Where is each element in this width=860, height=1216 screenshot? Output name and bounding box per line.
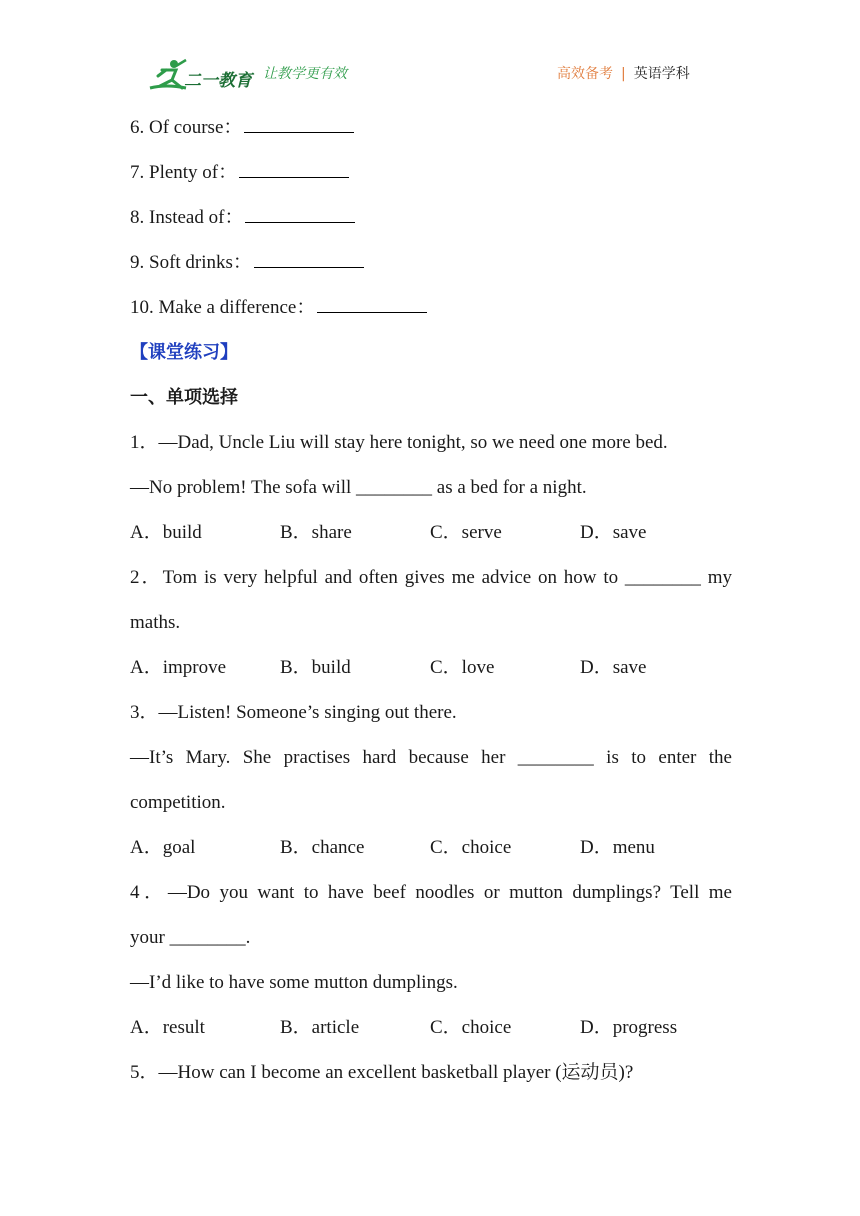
question-line: 2．Tom is very helpful and often gives me advice on how to ________ my bbox=[130, 567, 732, 588]
logo-text: 二一教育 bbox=[184, 71, 252, 91]
page-header bbox=[0, 0, 860, 110]
logo bbox=[146, 58, 256, 94]
question-line: —No problem! The sofa will ________ as a bed for a night. bbox=[130, 477, 587, 498]
option-a[interactable]: A．improve bbox=[130, 657, 227, 678]
option-b[interactable]: B．article bbox=[280, 1017, 360, 1038]
header-separator: | bbox=[621, 66, 626, 82]
header-right bbox=[557, 63, 690, 83]
option-d[interactable]: D．menu bbox=[580, 837, 655, 858]
question-line: your ________. bbox=[130, 927, 251, 948]
question-line: 1．—Dad, Uncle Liu will stay here tonight, so we need one more bed. bbox=[130, 432, 668, 453]
section-practice: 【课堂练习】 bbox=[130, 342, 238, 363]
vocab-item: 8. Instead of： bbox=[130, 206, 355, 230]
vocab-item: 10. Make a difference： bbox=[130, 296, 427, 320]
slogan: 让教学更有效 bbox=[263, 66, 347, 82]
answer-blank[interactable] bbox=[245, 206, 355, 223]
section-choice: 一、单项选择 bbox=[130, 387, 238, 408]
question-line: 5．—How can I become an excellent basketball player (运动员)? bbox=[130, 1062, 634, 1083]
option-b[interactable]: B．share bbox=[280, 522, 352, 543]
answer-blank[interactable] bbox=[317, 296, 427, 313]
option-c[interactable]: C．choice bbox=[430, 1017, 512, 1038]
exam-label: 高效备考 bbox=[557, 66, 613, 82]
question-line: 4．—Do you want to have beef noodles or mutton dumplings? Tell me bbox=[130, 882, 732, 903]
answer-blank[interactable] bbox=[254, 251, 364, 268]
question-line: —It’s Mary. She practises hard because her ________ is to enter the bbox=[130, 747, 732, 768]
option-c[interactable]: C．serve bbox=[430, 522, 502, 543]
vocab-item: 6. Of course： bbox=[130, 116, 354, 140]
subject-label: 英语学科 bbox=[633, 66, 690, 82]
option-a[interactable]: A．goal bbox=[130, 837, 196, 858]
option-a[interactable]: A．result bbox=[130, 1017, 205, 1038]
question-line: maths. bbox=[130, 612, 181, 633]
question-line: competition. bbox=[130, 792, 226, 813]
option-d[interactable]: D．save bbox=[580, 522, 647, 543]
option-b[interactable]: B．build bbox=[280, 657, 351, 678]
vocab-item: 9. Soft drinks： bbox=[130, 251, 364, 275]
option-d[interactable]: D．save bbox=[580, 657, 647, 678]
answer-blank[interactable] bbox=[239, 161, 349, 178]
answer-blank[interactable] bbox=[244, 116, 354, 133]
question-line: 3．—Listen! Someone’s singing out there. bbox=[130, 702, 457, 723]
option-c[interactable]: C．choice bbox=[430, 837, 512, 858]
option-d[interactable]: D．progress bbox=[580, 1017, 678, 1038]
option-c[interactable]: C．love bbox=[430, 657, 495, 678]
option-b[interactable]: B．chance bbox=[280, 837, 365, 858]
option-a[interactable]: A．build bbox=[130, 522, 202, 543]
question-line: —I’d like to have some mutton dumplings. bbox=[130, 972, 458, 993]
vocab-item: 7. Plenty of： bbox=[130, 161, 349, 185]
